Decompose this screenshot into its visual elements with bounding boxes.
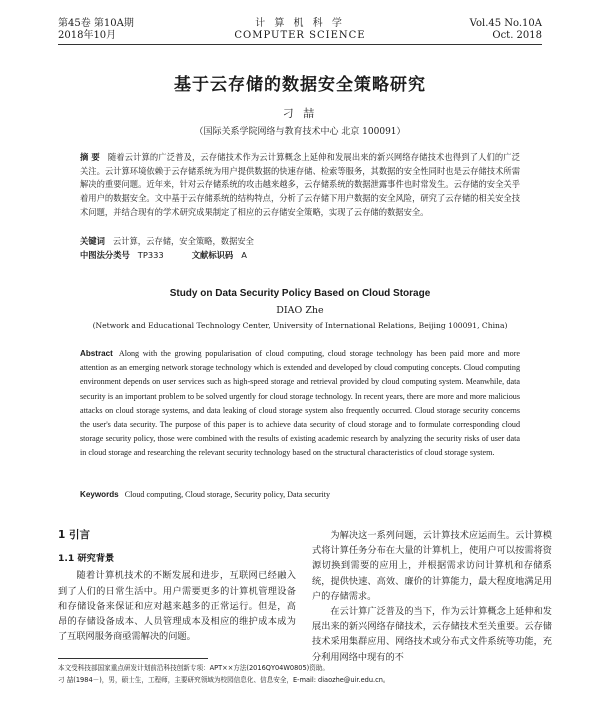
doc-code-value: A — [241, 250, 247, 260]
body-left-column — [58, 528, 296, 644]
header-right — [470, 18, 542, 42]
header-divider — [58, 44, 542, 45]
paper-title-en: Study on Data Security Policy Based on Cloud Storage — [169, 288, 431, 299]
body-right-column — [312, 528, 552, 665]
abstract-cn — [80, 151, 520, 220]
abstract-en — [80, 347, 520, 461]
footnote-divider — [58, 658, 208, 659]
footnote-author: 刁 喆(1984－)，男，硕士生，工程师，主要研究领域为校园信息化、信息安全，E-mail: diaozhe@uir.edu.cn。 — [58, 676, 390, 684]
keywords-en — [80, 490, 520, 499]
abstract-label-cn: 摘 要 — [80, 152, 100, 162]
journal-date-cn: 2018年10月 — [58, 30, 117, 41]
journal-name-cn: 计 算 机 科 学 — [255, 18, 345, 29]
section-heading: 1 引言 — [58, 529, 90, 541]
doc-code-label: 文献标识码 — [191, 250, 234, 260]
body-paragraph: 为解决这一系列问题，云计算技术应运而生。云计算模式将计算任务分布在大量的计算机上，使用户可以按需将资源切换到需要的应用上，并根据需求访问计算机和存储系统，提供快速、高效、廉价的计算能力，最大程度地满足用户的存储需求。 — [312, 530, 552, 602]
affiliation-cn: （国际关系学院网络与教育技术中心 北京 100091） — [194, 127, 406, 137]
paper-title-cn: 基于云存储的数据安全策略研究 — [174, 75, 426, 95]
keywords-text-en: Cloud computing, Cloud storage, Security policy, Data security — [124, 490, 331, 499]
keywords-text-cn: 云计算，云存储，安全策略，数据安全 — [112, 236, 254, 246]
body-paragraph: 在云计算广泛普及的当下，作为云计算概念上延伸和发展出来的新兴网络存储技术，云存储技术至关重要。云存储技术采用集群应用、网络技术或分布式文件系统等功能，充分利用网络中现有的不 — [312, 606, 552, 663]
journal-date-en: Oct. 2018 — [492, 30, 542, 41]
affiliation-en: (Network and Educational Technology Center, University of International Relations, Beijing 100091, China) — [92, 321, 508, 330]
clc-value: TP333 — [137, 250, 164, 260]
subsection-heading: 1.1 研究背景 — [58, 553, 115, 565]
author-en: DIAO Zhe — [276, 305, 324, 316]
journal-name-en: COMPUTER SCIENCE — [234, 30, 366, 41]
clc-label: 中图法分类号 — [80, 250, 130, 260]
abstract-text-cn: 随着云计算的广泛普及，云存储技术作为云计算概念上延伸和发展出来的新兴网络存储技术也得到了人们的广泛关注。云计算环境依赖于云存储系统为用户提供数据的快速存储、检索等服务，其数据的安全性同时也是云存储技术所需解决的重要问题。近年来，针对云存储系统的攻击越来越多，云存储系统的数据泄露事件也时常发生。云存储的安全关乎着用户的数据安全。文中基于云存储系统的结构特点，分析了云存储下用户数据的安全风险，研究了云存储的相关安全技术问题，并结合现有的学术研究成果制定了相应的云存储安全策略，实现了云存储的数据安全。 — [80, 152, 520, 217]
footnote-funding: 本文受科技部国家重点研发计划前沿科技创新专项：APT××方法(2016QY04W0805)资助。 — [58, 664, 330, 672]
keywords-label-cn: 关键词 — [80, 236, 105, 246]
classification-line — [80, 249, 247, 261]
journal-issue-cn: 第45卷 第10A期 — [58, 18, 134, 29]
abstract-label-en: Abstract — [80, 349, 113, 358]
abstract-text-en: Along with the growing popularisation of cloud computing, cloud storage technology has been paid more and more attention as an emerging network storage technology which is extended and developed by cloud computing concepts. Cloud computing environment depends on user services such as high-speed storage and retrieval provided by cloud computing system. Meanwhile, data security is an important problem to be solved urgently for cloud storage technology. In recent years, there are more and more malicious attacks on cloud storage systems, and data leaking of cloud storage system also frequently occurred. Cloud storage security concerns the user's data security. The purpose of this paper is to achieve data security of cloud storage and to formulate corresponding cloud storage security policy, those were combined with the results of existing academic research by analyzing the security risks of user data in cloud storage and researching the relevant security technology based on the structural characteristics of cloud storage system. — [80, 349, 520, 458]
body-paragraph: 随着计算机技术的不断发展和进步，互联网已经融入到了人们的日常生活中。用户需要更多的计算机管理设备和存储设备来保证和应对越来越多的正常运行。但是，高昂的存储设备成本、人员管理成本及相应的维护成本成为了互联网服务商亟需解决的问题。 — [58, 570, 296, 643]
journal-volume-en: Vol.45 No.10A — [469, 18, 542, 29]
keywords-label-en: Keywords — [80, 490, 119, 499]
keywords-cn — [80, 235, 520, 248]
author-cn: 刁 喆 — [282, 107, 318, 120]
